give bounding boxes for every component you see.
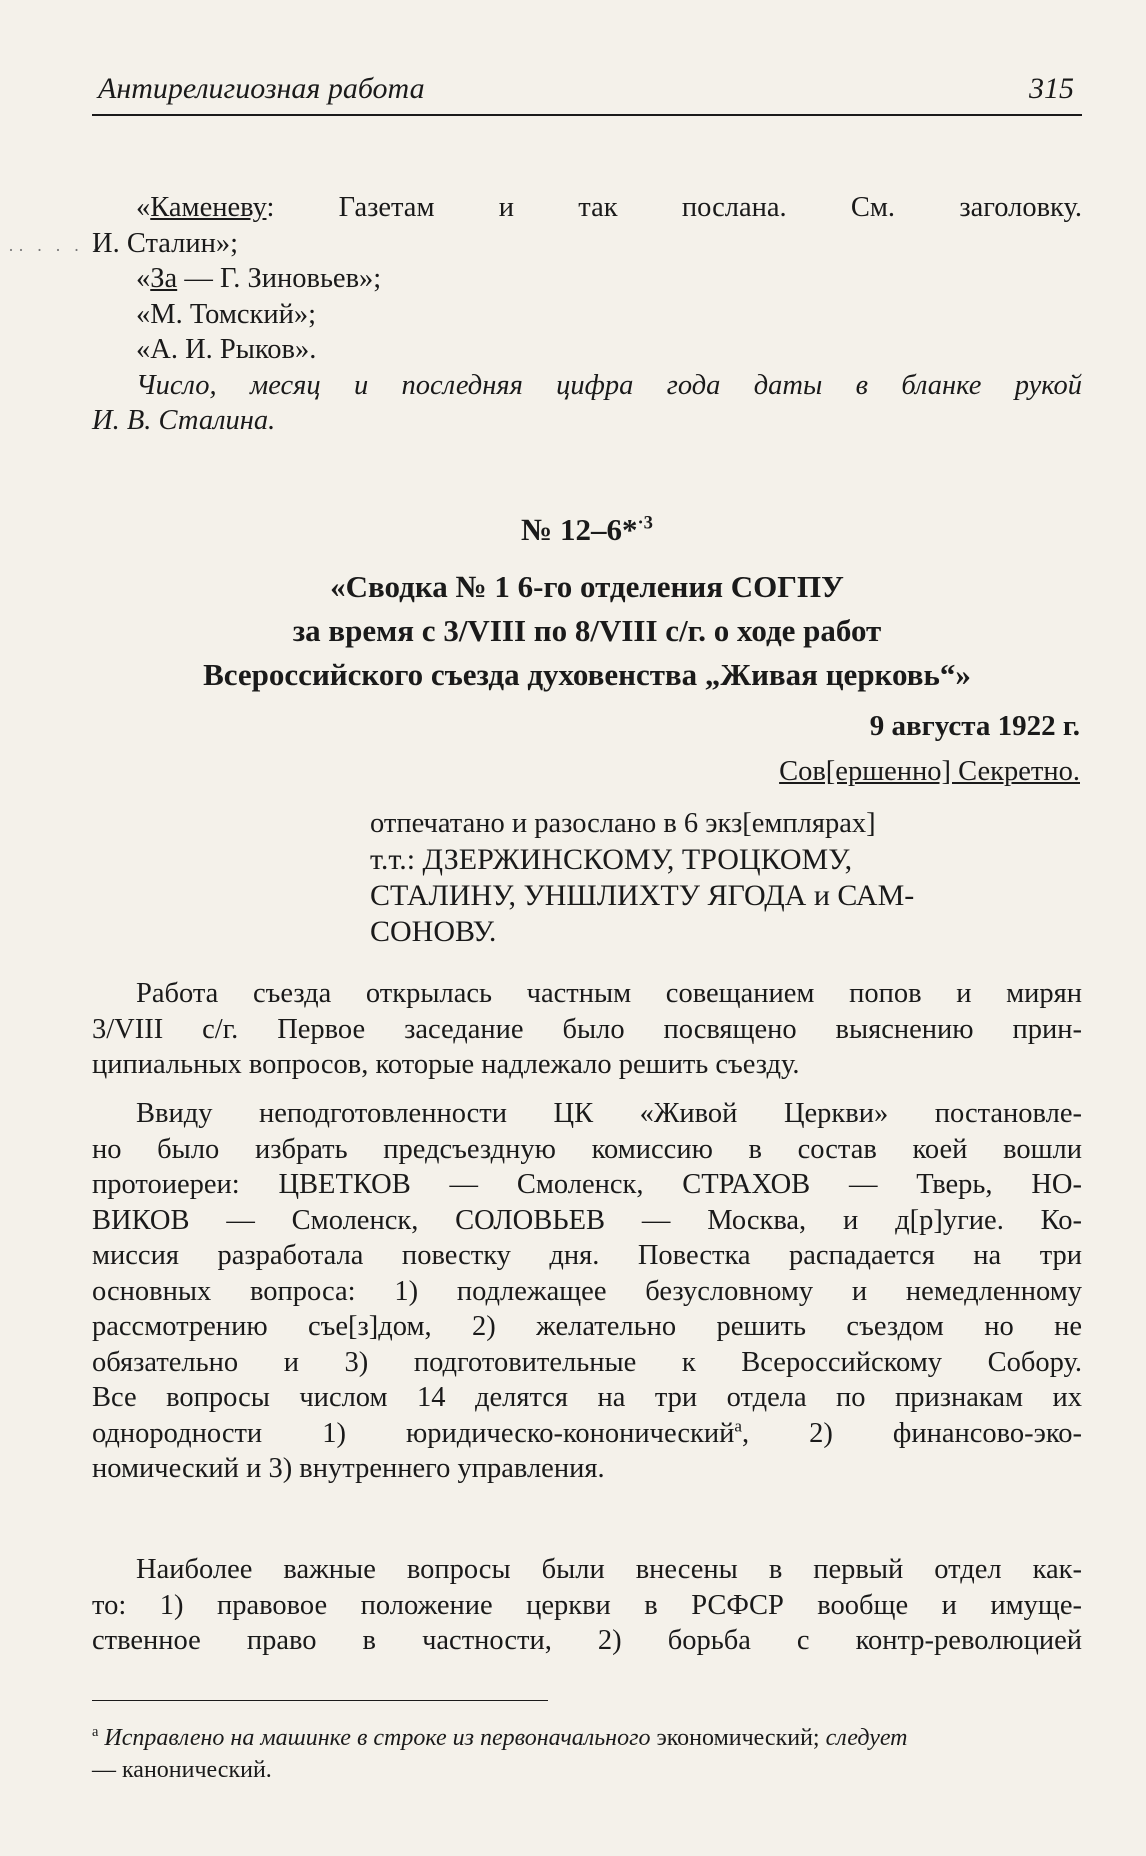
distribution-recipients-3: СОНОВУ. — [370, 914, 497, 948]
document-number: № 12–6*$^{\cdot 3}$ — [521, 512, 653, 547]
footnote-ref-a: а — [734, 1416, 742, 1435]
document-date: 9 августа 1922 г. — [869, 710, 1080, 742]
resolution-kamenev: «Каменеву: Газетам и так послана. См. заголовку. — [136, 192, 1082, 223]
distribution-list — [370, 806, 1082, 950]
paragraph-3: Наиболее важные вопросы были внесены в первый отдел как- то: 1) правовое положение церкви в РСФСР вообще и имуще- ственное право в частности, 2) борьба с контр-революцией — [92, 1554, 1082, 1656]
paragraph-1: Работа съезда открылась частным совещанием попов и мирян 3/VIII с/г. Первое заседание было посвящено выяснению прин- ципиальных вопросов, которые надлежало решить съезду. — [92, 978, 1082, 1080]
footnote: $^а$ Исправлено на машинке в строке из первоначального экономический; следует — канонический. — [92, 1724, 908, 1783]
distribution-recipients-1: т.т.: ДЗЕРЖИНСКОМУ, ТРОЦКОМУ, — [370, 842, 853, 876]
distribution-note: отпечатано и разослано в 6 экз[емплярах] — [370, 808, 876, 839]
running-header — [92, 66, 1082, 116]
footnote-divider — [92, 1700, 548, 1701]
document-title: «Сводка № 1 6-го отделения СОГПУ за время с 3/VIII по 8/VIII с/г. о ходе работ Всероссийского съезда духовенства „Живая церковь“» — [203, 569, 971, 692]
secrecy-mark: Сов[ершенно] Секретно. — [779, 756, 1080, 787]
editorial-note-line1: Число, месяц и последняя цифра года даты в бланке рукой — [136, 369, 1082, 401]
resolutions-block — [92, 190, 1082, 439]
paragraph-2: Ввиду неподготовленности ЦК «Живой Церкви» постановле- но было избрать предсъездную комиссию в состав коей вошли протоиереи: ЦВЕТКОВ — Смоленск, СТРАХОВ — Тверь, НО- ВИКОВ — Смоленск, СОЛОВЬЕВ — Москва, и д[р]угие. Ко- миссия разработала повестку дня. Повестка распадается на три основных вопроса: 1) подлежащее безусловному и немедленному рассмотрению съе[з]дом, 2) желательно решить съездом но не обязательно и 3) подготовительные к Всероссийскому Собору. Все вопросы числом 14 делятся на три отдела по признакам их однородности 1) юридическо-кононический$^а$, 2) финансово-эко- номический и 3) внутреннего управления. — [92, 1098, 1082, 1484]
header-title: Антирелигиозная работа — [98, 72, 425, 105]
editorial-note-line2: И. В. Сталина. — [92, 405, 276, 436]
resolution-tomsky: «М. Томский»; — [136, 298, 317, 330]
distribution-recipients-2: СТАЛИНУ, УНШЛИХТУ ЯГОДА и САМ- — [370, 878, 915, 912]
resolution-rykov: «А. И. Рыков». — [136, 334, 317, 365]
page-number: 315 — [1029, 72, 1074, 105]
footnote-marker: а — [92, 1724, 99, 1740]
resolution-stalin: И. Сталин»; — [92, 227, 239, 259]
margin-mark: ·· · · · · — [8, 240, 102, 260]
resolution-zinoviev: «За — Г. Зиновьев»; — [136, 263, 382, 294]
